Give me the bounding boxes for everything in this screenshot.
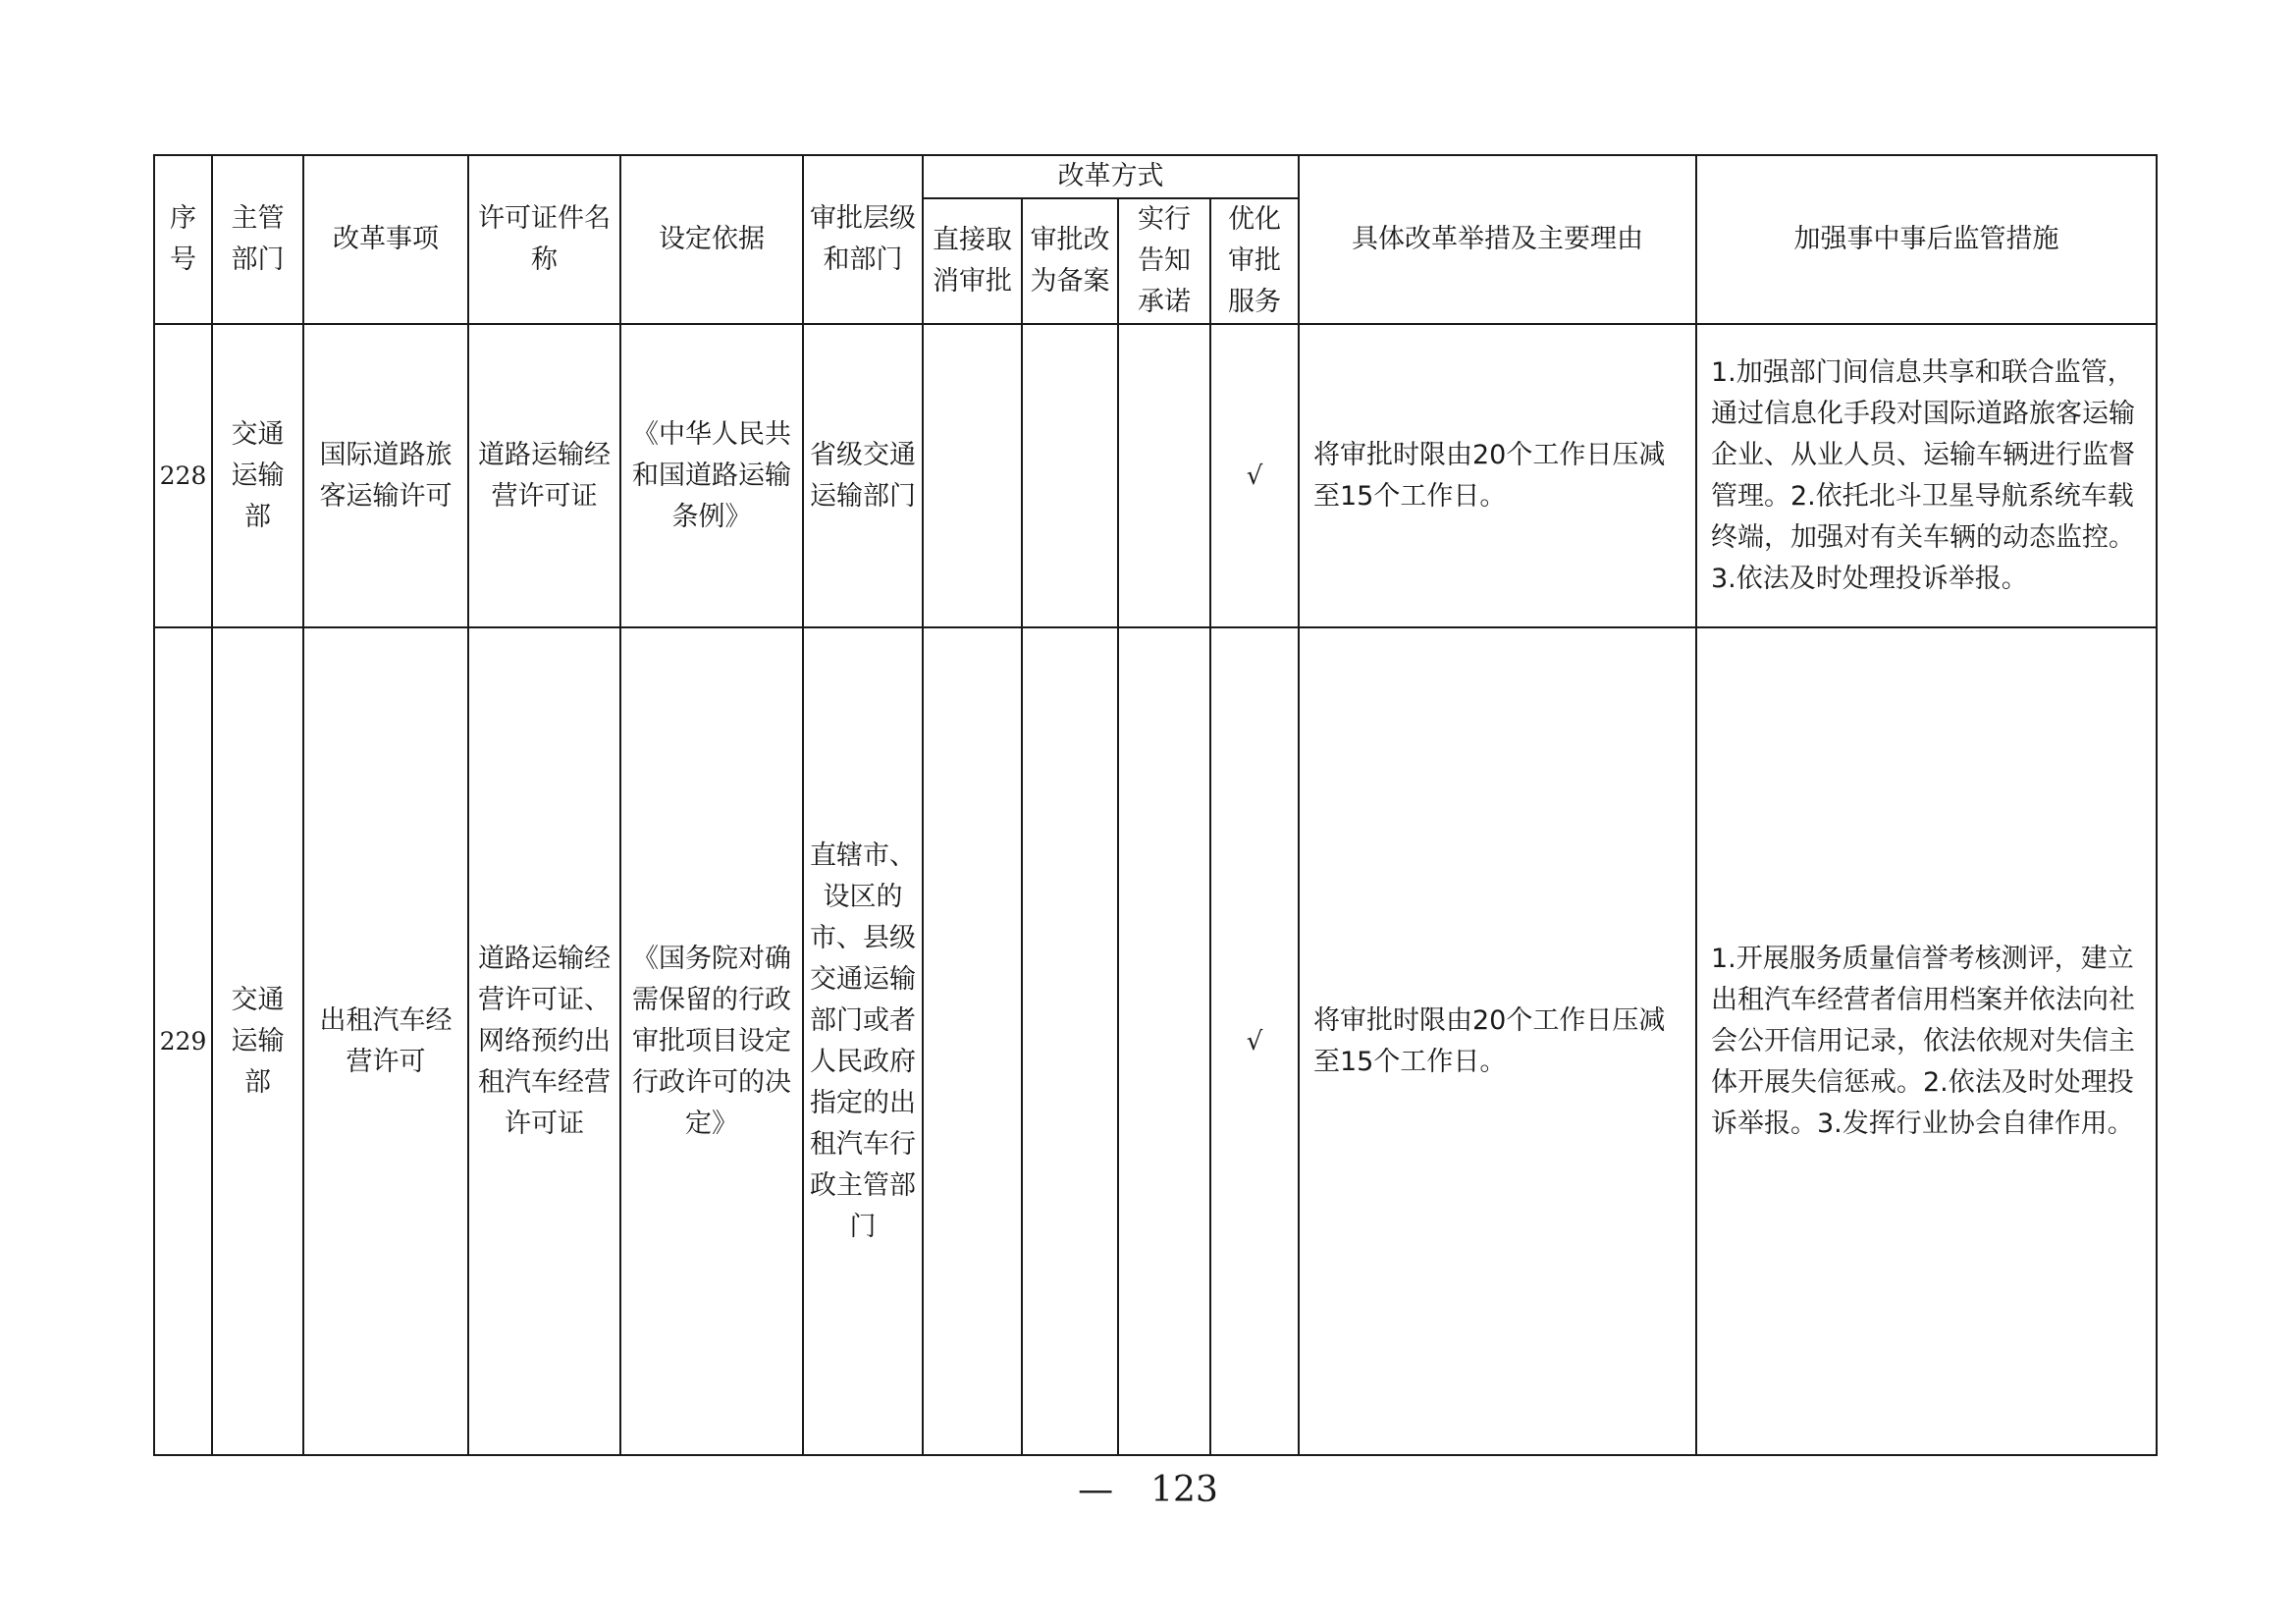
cell-item: 出租汽车经营许可: [303, 627, 468, 1455]
cell-seq: 229: [154, 627, 212, 1455]
header-license: 许可证件名称: [468, 155, 620, 324]
header-record: 审批改为备案: [1022, 198, 1118, 324]
header-reform-group: 改革方式: [923, 155, 1299, 198]
cell-notify: [1118, 627, 1210, 1455]
header-item: 改革事项: [303, 155, 468, 324]
table-row: [154, 627, 2157, 1455]
cell-cancel: [923, 627, 1022, 1455]
footer-dash: —: [1078, 1470, 1114, 1510]
cell-dept: 交通运输部: [212, 627, 303, 1455]
header-measure: 具体改革举措及主要理由: [1299, 155, 1696, 324]
cell-optimize-check: √: [1210, 627, 1299, 1455]
cell-record: [1022, 627, 1118, 1455]
header-seq: 序号: [154, 155, 212, 324]
cell-level: 省级交通运输部门: [803, 324, 923, 627]
cell-record: [1022, 324, 1118, 627]
cell-measure: 将审批时限由20个工作日压减至15个工作日。: [1299, 627, 1696, 1455]
header-cancel: 直接取消审批: [923, 198, 1022, 324]
header-notify: 实行告知承诺: [1118, 198, 1210, 324]
cell-measure: 将审批时限由20个工作日压减至15个工作日。: [1299, 324, 1696, 627]
reform-table: [153, 154, 2158, 1456]
cell-license: 道路运输经营许可证、网络预约出租汽车经营许可证: [468, 627, 620, 1455]
cell-dept: 交通运输部: [212, 324, 303, 627]
cell-level: 直辖市、设区的市、县级交通运输部门或者人民政府指定的出租汽车行政主管部门: [803, 627, 923, 1455]
cell-cancel: [923, 324, 1022, 627]
header-optimize: 优化审批服务: [1210, 198, 1299, 324]
header-row-top: [154, 155, 2157, 198]
cell-item: 国际道路旅客运输许可: [303, 324, 468, 627]
cell-seq: 228: [154, 324, 212, 627]
header-level: 审批层级和部门: [803, 155, 923, 324]
header-supervise: 加强事中事后监管措施: [1696, 155, 2157, 324]
header-basis: 设定依据: [620, 155, 803, 324]
table-row: [154, 324, 2157, 627]
cell-notify: [1118, 324, 1210, 627]
page-footer: [0, 1470, 2296, 1510]
cell-license: 道路运输经营许可证: [468, 324, 620, 627]
cell-supervise: 1.加强部门间信息共享和联合监管，通过信息化手段对国际道路旅客运输企业、从业人员、运输车辆进行监督管理。2.依托北斗卫星导航系统车载终端，加强对有关车辆的动态监控。3.依法及时处理投诉举报。: [1696, 324, 2157, 627]
cell-basis: 《中华人民共和国道路运输条例》: [620, 324, 803, 627]
page-number: 123: [1150, 1470, 1218, 1510]
cell-optimize-check: √: [1210, 324, 1299, 627]
cell-supervise: 1.开展服务质量信誉考核测评，建立出租汽车经营者信用档案并依法向社会公开信用记录，依法依规对失信主体开展失信惩戒。2.依法及时处理投诉举报。3.发挥行业协会自律作用。: [1696, 627, 2157, 1455]
cell-basis: 《国务院对确需保留的行政审批项目设定行政许可的决定》: [620, 627, 803, 1455]
header-dept: 主管部门: [212, 155, 303, 324]
